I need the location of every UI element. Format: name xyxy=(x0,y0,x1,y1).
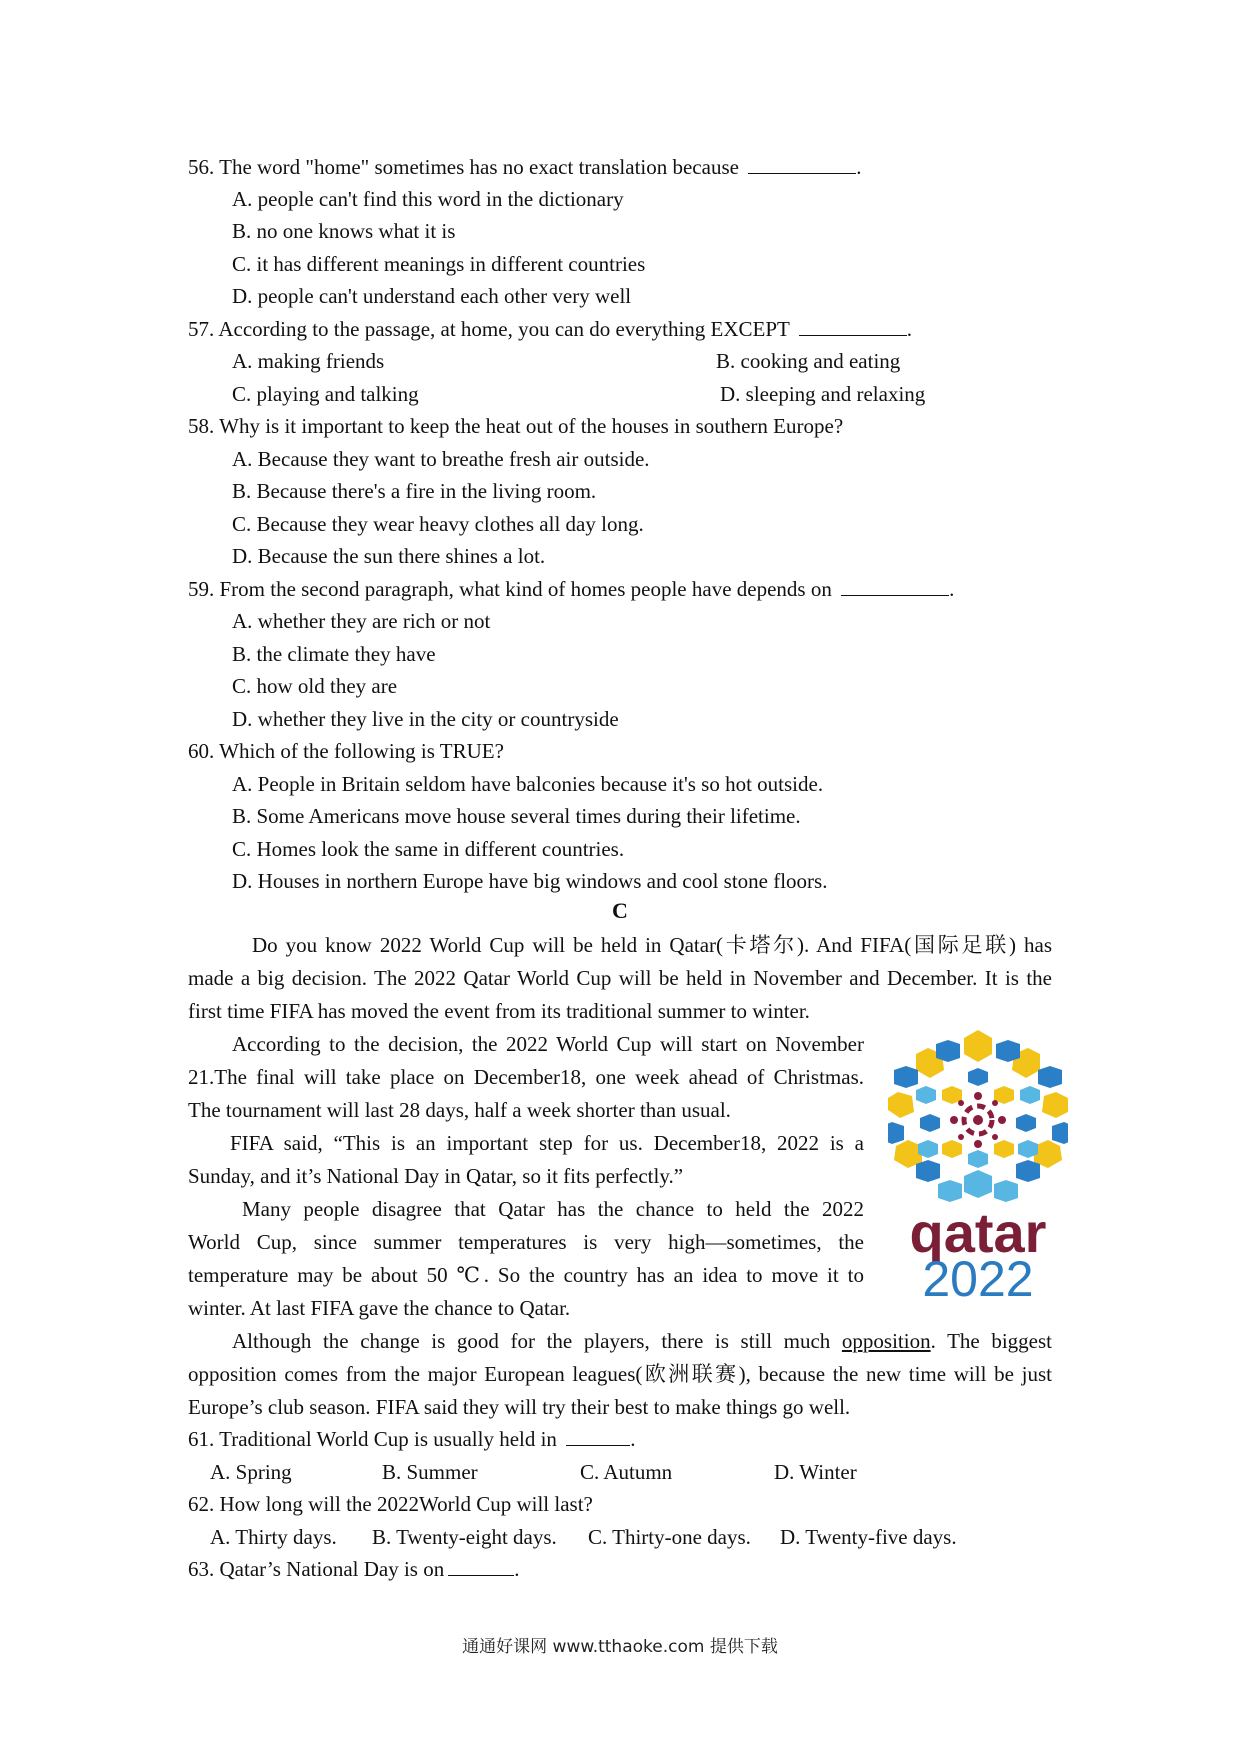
option-61-a: A. Spring xyxy=(210,1460,292,1484)
answer-blank xyxy=(748,155,856,174)
option-60-a: A. People in Britain seldom have balconies because it's so hot outside. xyxy=(232,772,824,796)
passage-paragraph-3 xyxy=(188,1127,864,1193)
passage-line: Do you know 2022 World Cup will be held in Qatar(卡塔尔). And FIFA(国际足联) has xyxy=(252,933,1052,957)
passage-line: made a big decision. The 2022 Qatar World Cup will be held in November and December. It is the xyxy=(188,966,1052,990)
option-60-c: C. Homes look the same in different countries. xyxy=(232,837,625,861)
passage-line: Sunday, and it’s National Day in Qatar, so it fits perfectly.” xyxy=(188,1164,684,1188)
answer-blank xyxy=(799,317,907,336)
section-heading: C xyxy=(612,898,628,923)
passage-line: winter. At last FIFA gave the chance to Qatar. xyxy=(188,1296,571,1320)
option-58-a: A. Because they want to breathe fresh air outside. xyxy=(232,447,650,471)
passage-line: FIFA said, “This is an important step for us. December18, 2022 is a xyxy=(230,1131,864,1155)
answer-blank xyxy=(841,577,949,596)
option-56-d: D. people can't understand each other very well xyxy=(232,284,632,308)
logo-emblem xyxy=(888,1030,1068,1202)
question-56: 56. The word "home" sometimes has no exact translation because . xyxy=(188,155,862,179)
passage-line: 21.The final will take place on December18, one week ahead of Christmas. xyxy=(188,1065,864,1089)
passage-paragraph-2 xyxy=(188,1028,864,1127)
question-61-stem: 61. Traditional World Cup is usually held in xyxy=(188,1427,557,1451)
option-56-c: C. it has different meanings in different countries xyxy=(232,252,646,276)
option-59-a: A. whether they are rich or not xyxy=(232,609,491,633)
option-58-b: B. Because there's a fire in the living room. xyxy=(232,479,597,503)
question-63-stem: 63. Qatar’s National Day is on xyxy=(188,1557,445,1581)
passage-paragraph-5 xyxy=(188,1325,1052,1424)
question-57: 57. According to the passage, at home, you can do everything EXCEPT . xyxy=(188,317,912,341)
answer-blank xyxy=(448,1557,514,1576)
option-61-d: D. Winter xyxy=(774,1460,857,1484)
question-59-stem: 59. From the second paragraph, what kind of homes people have depends on xyxy=(188,577,832,601)
option-57-c: C. playing and talking xyxy=(232,382,419,406)
option-60-b: B. Some Americans move house several times during their lifetime. xyxy=(232,804,801,828)
option-58-c: C. Because they wear heavy clothes all day long. xyxy=(232,512,644,536)
option-62-d: D. Twenty-five days. xyxy=(780,1525,957,1549)
option-56-b: B. no one knows what it is xyxy=(232,219,456,243)
option-57-a: A. making friends xyxy=(232,349,385,373)
passage-text: . The biggest xyxy=(930,1329,1053,1353)
question-60-stem: 60. Which of the following is TRUE? xyxy=(188,739,504,763)
passage-line: first time FIFA has moved the event from its traditional summer to winter. xyxy=(188,999,810,1023)
option-58-d: D. Because the sun there shines a lot. xyxy=(232,544,546,568)
passage-paragraph-1 xyxy=(188,929,1052,1028)
passage-line: temperature may be about 50 ℃. So the country has an idea to move it to xyxy=(188,1263,864,1287)
option-61-b: B. Summer xyxy=(382,1460,478,1484)
passage-line xyxy=(188,1325,1052,1358)
option-59-d: D. whether they live in the city or countryside xyxy=(232,707,619,731)
logo-year: 2022 xyxy=(922,1251,1034,1300)
option-59-b: B. the climate they have xyxy=(232,642,436,666)
page-footer: 通通好课网 www.tthaoke.com 提供下载 xyxy=(462,1637,778,1657)
question-59: 59. From the second paragraph, what kind of homes people have depends on . xyxy=(188,577,955,601)
question-57-stem: 57. According to the passage, at home, you can do everything EXCEPT xyxy=(188,317,790,341)
option-59-c: C. how old they are xyxy=(232,674,398,698)
question-62-stem: 62. How long will the 2022World Cup will last? xyxy=(188,1492,593,1516)
option-56-a: A. people can't find this word in the dictionary xyxy=(232,187,624,211)
option-62-a: A. Thirty days. xyxy=(210,1525,337,1549)
passage-line: opposition comes from the major European leagues(欧洲联赛), because the new time will be just xyxy=(188,1362,1052,1386)
passage-line: World Cup, since summer temperatures is very high—sometimes, the xyxy=(188,1230,864,1254)
answer-blank xyxy=(566,1427,630,1446)
passage-line: According to the decision, the 2022 World Cup will start on November xyxy=(232,1032,864,1056)
question-61: 61. Traditional World Cup is usually held in . xyxy=(188,1427,636,1451)
underlined-word: opposition xyxy=(841,1329,931,1353)
question-58-stem: 58. Why is it important to keep the heat out of the houses in southern Europe? xyxy=(188,414,844,438)
logo-word: qatar xyxy=(909,1201,1047,1264)
qatar-2022-logo xyxy=(888,1030,1068,1300)
passage-paragraph-4 xyxy=(188,1193,864,1325)
option-62-c: C. Thirty-one days. xyxy=(588,1525,751,1549)
passage-line: Europe’s club season. FIFA said they will try their best to make things go well. xyxy=(188,1395,851,1419)
question-56-stem: 56. The word "home" sometimes has no exact translation because xyxy=(188,155,739,179)
passage-text: Although the change is good for the players, there is still much xyxy=(232,1329,831,1353)
option-57-b: B. cooking and eating xyxy=(716,349,901,373)
option-57-d: D. sleeping and relaxing xyxy=(720,382,926,406)
option-62-b: B. Twenty-eight days. xyxy=(372,1525,557,1549)
passage-line: The tournament will last 28 days, half a week shorter than usual. xyxy=(188,1098,731,1122)
option-61-c: C. Autumn xyxy=(580,1460,673,1484)
question-63: 63. Qatar’s National Day is on . xyxy=(188,1557,520,1581)
option-60-d: D. Houses in northern Europe have big windows and cool stone floors. xyxy=(232,869,828,893)
passage-line: Many people disagree that Qatar has the chance to held the 2022 xyxy=(242,1197,864,1221)
